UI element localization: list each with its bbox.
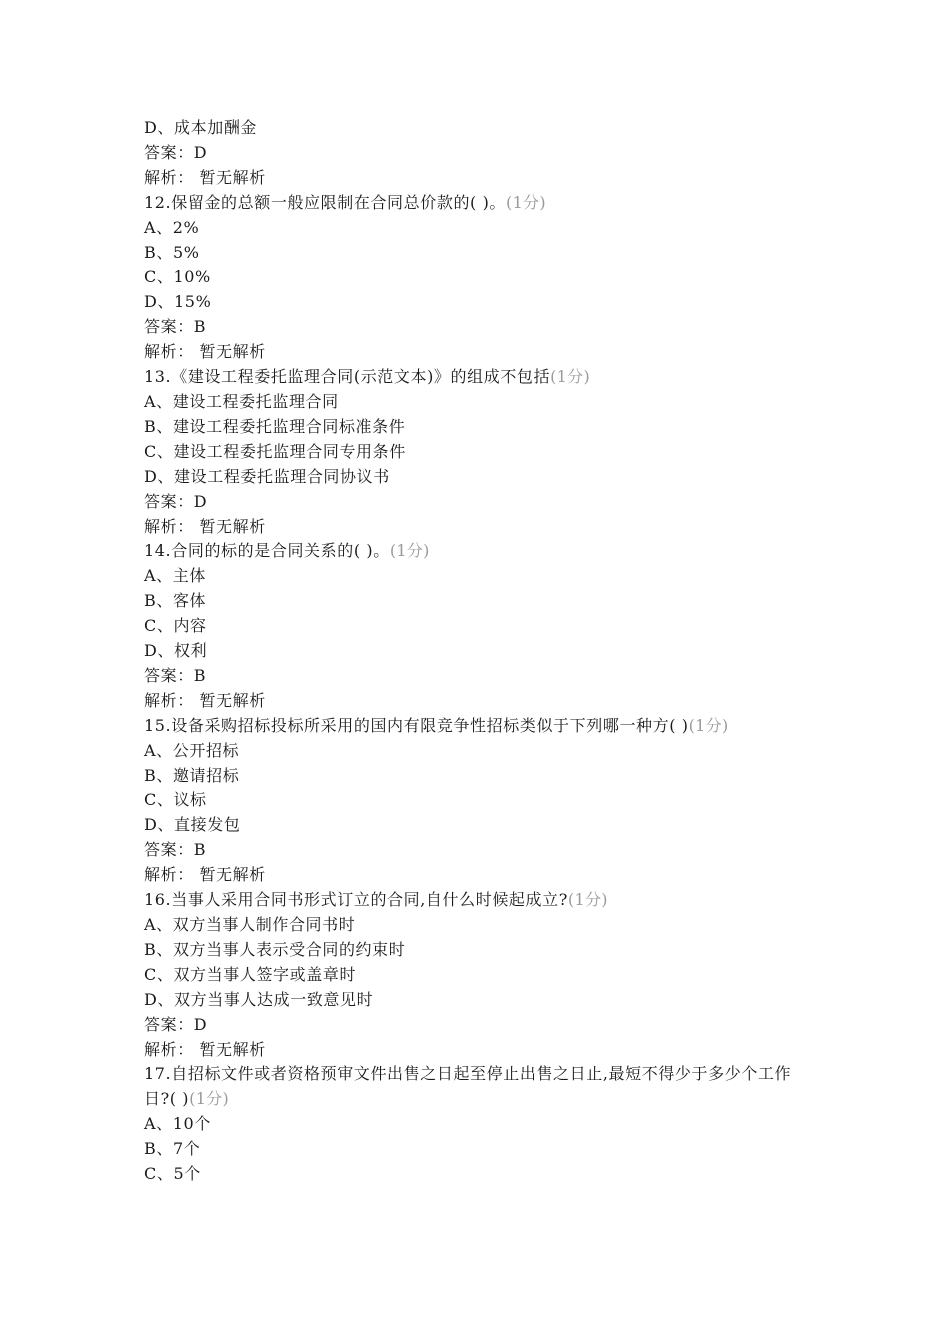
analysis-text: 解析： 暂无解析 xyxy=(144,167,266,187)
option-a: A、双方当事人制作合同书时 xyxy=(144,915,356,934)
question-score: (1分) xyxy=(389,541,430,561)
answer-text: 答案：D xyxy=(144,491,208,511)
analysis-text: 解析： 暂无解析 xyxy=(144,342,266,362)
question-14 xyxy=(144,539,804,564)
option-a: A、2% xyxy=(144,217,200,237)
question-score: (1分) xyxy=(506,192,546,212)
question-stem: 17.自招标文件或者资格预审文件出售之日起至停止出售之日止,最短不得少于多少个工作日?( ) xyxy=(144,1064,792,1109)
option-c: C、建设工程委托监理合同专用条件 xyxy=(144,441,406,461)
option-a: A、公开招标 xyxy=(144,740,240,760)
question-17 xyxy=(144,1062,804,1112)
option-c: C、双方当事人签字或盖章时 xyxy=(144,964,357,984)
option-d: D、建设工程委托监理合同协议书 xyxy=(144,466,390,486)
question-score: (1分) xyxy=(550,367,591,387)
option-a: A、建设工程委托监理合同 xyxy=(144,391,339,411)
answer-text: 答案：D xyxy=(144,142,208,162)
option-d: D、权利 xyxy=(144,641,208,661)
analysis-text: 解析： 暂无解析 xyxy=(144,516,266,536)
analysis-text: 解析： 暂无解析 xyxy=(144,1039,266,1059)
exam-content xyxy=(144,116,804,1187)
question-stem: 13.《建设工程委托监理合同(示范文本)》的组成不包括 xyxy=(144,367,551,387)
option-d: D、15% xyxy=(144,292,212,312)
question-stem: 12.保留金的总额一般应限制在合同总价款的( )。 xyxy=(144,192,507,212)
question-12 xyxy=(144,191,804,216)
question-stem: 16.当事人采用合同书形式订立的合同,自什么时候起成立? xyxy=(144,890,568,910)
analysis-text: 解析： 暂无解析 xyxy=(144,865,266,885)
option-b: B、邀请招标 xyxy=(144,765,240,785)
question-15 xyxy=(144,714,804,739)
answer-text: 答案：D xyxy=(144,1014,208,1034)
option-c: C、10% xyxy=(144,267,211,287)
analysis-text: 解析： 暂无解析 xyxy=(144,690,266,710)
option-c: C、内容 xyxy=(144,616,207,636)
option-b: B、7个 xyxy=(144,1139,201,1159)
question-score: (1分) xyxy=(189,1089,230,1109)
option-a: A、主体 xyxy=(144,566,206,586)
answer-text: 答案：B xyxy=(144,665,207,685)
answer-text: 答案：B xyxy=(144,317,207,337)
question-stem: 14.合同的标的是合同关系的( )。 xyxy=(144,541,390,561)
question-16 xyxy=(144,888,804,913)
question-score: (1分) xyxy=(567,890,608,910)
answer-text: 答案：B xyxy=(144,840,207,860)
question-score: (1分) xyxy=(688,715,729,735)
question-13 xyxy=(144,365,804,390)
option-b: B、建设工程委托监理合同标准条件 xyxy=(144,416,406,436)
option-c: C、5个 xyxy=(144,1164,201,1184)
option-b: B、双方当事人表示受合同的约束时 xyxy=(144,939,406,959)
option-c: C、议标 xyxy=(144,790,207,810)
option-d: D、双方当事人达成一致意见时 xyxy=(144,989,374,1009)
option-d: D、直接发包 xyxy=(144,815,241,835)
option-b: B、客体 xyxy=(144,591,207,611)
question-stem: 15.设备采购招标投标所采用的国内有限竞争性招标类似于下列哪一种方( ) xyxy=(144,715,689,735)
option-b: B、5% xyxy=(144,242,200,262)
option-a: A、10个 xyxy=(144,1114,211,1134)
option-text: D、成本加酬金 xyxy=(144,118,258,137)
